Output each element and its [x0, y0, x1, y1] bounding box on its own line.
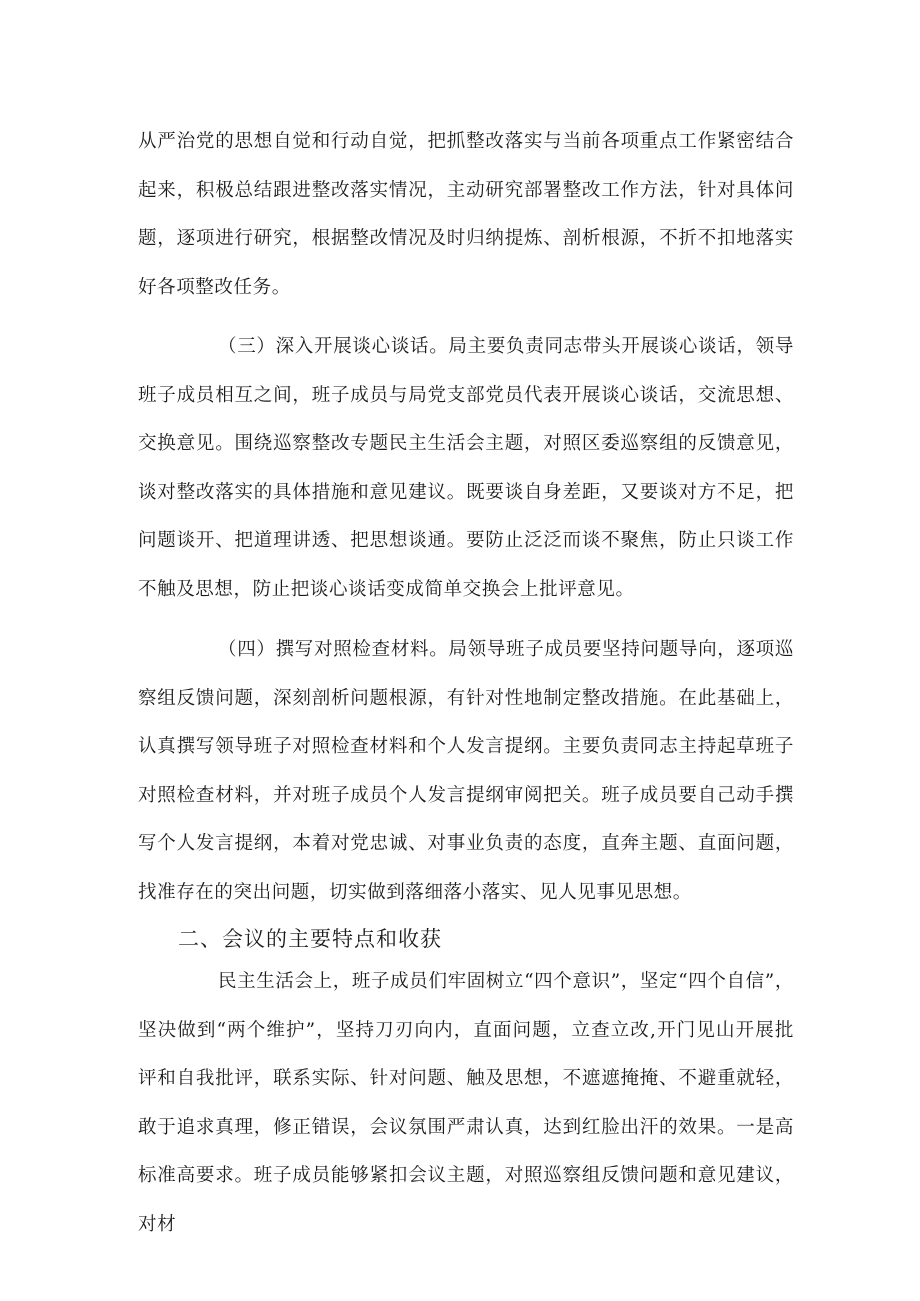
section-heading: 二、会议的主要特点和收获 — [178, 927, 442, 951]
paragraph-rectification-continuation: 从严治党的思想自觉和行动自觉，把抓整改落实与当前各项重点工作紧密结合起来，积极总结跟进整改落实情况，主动研究部署整改工作方法，针对具体问题，逐项进行研究，根据整改情况及时归纳提炼、剖析根源，不折不扣地落实好各项整改任务。 — [138, 131, 794, 298]
paragraph-inspection-materials: （四）撰写对照检查材料。局领导班子成员要坚持问题导向，逐项巡察组反馈问题，深刻剖析问题根源，有针对性地制定整改措施。在此基础上，认真撰写领导班子对照检查材料和个人发言提纲。主要负责同志主持起草班子对照检查材料，并对班子成员个人发言提纲审阅把关。班子成员要自己动手撰写个人发言提纲，本着对党忠诚、对事业负责的态度，直奔主题、直面问题，找准存在的突出问题，切实做到落细落小落实、见人见事见思想。 — [138, 639, 794, 903]
paragraph-heart-to-heart-talks: （三）深入开展谈心谈话。局主要负责同志带头开展谈心谈话，领导班子成员相互之间，班子成员与局党支部党员代表开展谈心谈话，交流思想、交换意见。围绕巡察整改专题民主生活会主题，对照区委巡察组的反馈意见，谈对整改落实的具体措施和意见建议。既要谈自身差距，又要谈对方不足，把问题谈开、把道理讲透、把思想谈通。要防止泛泛而谈不聚焦，防止只谈工作不触及思想，防止把谈心谈话变成简单交换会上批评意见。 — [138, 336, 794, 600]
paragraph-meeting-features: 民主生活会上，班子成员们牢固树立“四个意识”，坚定“四个自信”，坚决做到“两个维护”，坚持刀刃向内，直面问题，立查立改,开门见山开展批评和自我批评，联系实际、针对问题、触及思想，不遮遮掩掩、不避重就轻，敢于追求真理，修正错误，会议氛围严肃认真，达到红脸出汗的效果。一是高标准高要求。班子成员能够紧扣会议主题，对照巡察组反馈问题和意见建议，对材 — [138, 971, 794, 1235]
